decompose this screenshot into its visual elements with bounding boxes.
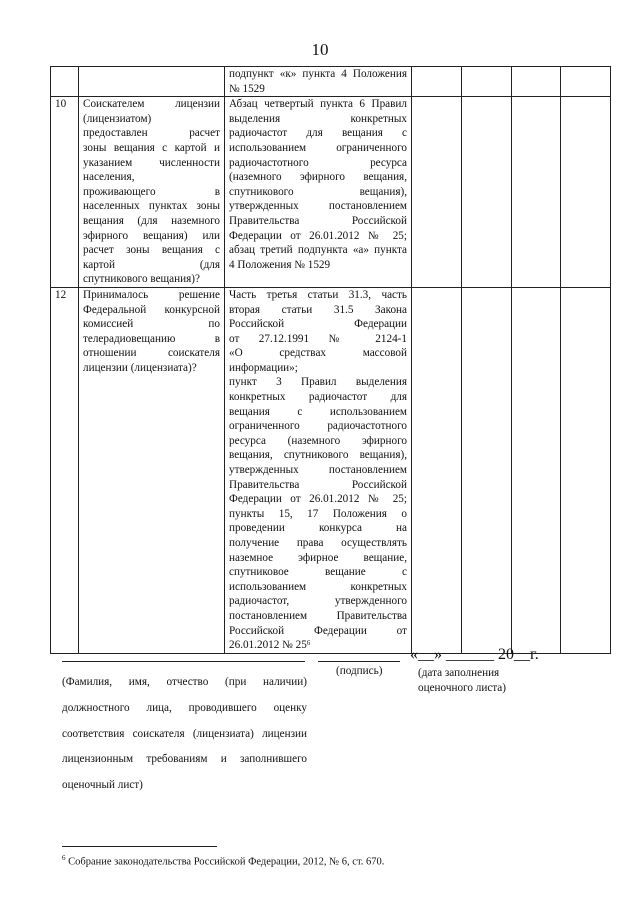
basis-line: 26.01.2012 № 25⁶ [229,639,311,652]
basis-line: № 1529 [229,82,265,95]
basis-line: вещания, спутникового вещания), [229,449,407,462]
footnote-text: Собрание законодательства Российской Федерации, 2012, № 6, ст. 670. [68,856,385,868]
basis-line: выделения конкретных [229,112,407,125]
answer-cell[interactable] [462,67,512,97]
answer-cell[interactable] [462,287,512,653]
basis-line: вещания с использованием [229,405,407,418]
question-line: указанием численности [83,156,220,169]
footnote-separator [62,846,217,847]
name-line [62,661,305,662]
page-number: 10 [311,40,329,59]
answer-cell[interactable] [561,97,611,288]
basis-line: спутникового вещания), [229,185,407,198]
answer-cell[interactable] [462,97,512,288]
basis-line: конкретных радиочастот для [229,391,407,404]
question-line: Соискателем лицензии [83,98,220,111]
date-field: «__» ______ 20__г. [410,646,539,663]
basis-line: использованием ограниченного [229,141,407,154]
signature-caption: (подпись) [336,665,383,677]
answer-cell[interactable] [561,287,611,653]
table-row [51,67,611,97]
basis-line: радиочастотного ресурса [229,156,407,169]
basis-line: информации»; [229,361,298,374]
basis-line: Абзац четвертый пункта 6 Правил [229,98,407,111]
question-line: населения, [83,171,135,184]
basis-line: постановлением Правительства [229,609,407,622]
name-caption-line: лицензионным требованиям и заполнившего [62,753,307,766]
name-caption-line: соответствия соискателя (лицензиата) лицензии [62,727,307,740]
question-line: комиссией по [83,318,220,331]
legal-basis-cell [225,287,412,653]
legal-basis-cell [225,97,412,288]
basis-line: Российской Федерации от [229,624,407,637]
row-number [51,67,79,97]
row-number: 12 [51,287,79,653]
question-line: Принималось решение [83,288,220,301]
question-line: зоны вещания с картой и [83,141,220,154]
basis-line: Правительства Российской [229,214,407,227]
question-line: картой (для [83,258,220,271]
question-line: Федеральной конкурсной [83,303,220,316]
question-line: спутникового вещания)? [83,273,200,286]
question-line: эфирного вещания) или [83,229,220,242]
basis-line: подпункт «к» пункта 4 Положения [229,68,407,80]
answer-cell[interactable] [412,287,462,653]
table-row [51,97,611,288]
basis-line: получение права осуществлять [229,537,407,549]
question-line: предоставлен расчет [83,127,220,140]
name-caption-line: оценочный лист) [62,778,143,791]
name-caption [62,664,307,804]
basis-line: от 27.12.1991 № 2124-1 [229,332,407,345]
question-line: отношении соискателя [83,347,220,360]
question-line: лицензии (лицензиата)? [83,361,197,374]
date-caption-line: (дата заполнения [418,667,500,679]
basis-line: ресурса (наземного эфирного [229,434,407,447]
question-line: населенных пунктах зоны [83,200,220,213]
answer-cell[interactable] [512,67,561,97]
basis-line: пункт 3 Правил выделения [229,376,407,389]
question-cell [79,67,225,97]
question-line: вещания (для наземного [83,214,220,227]
basis-line: Федерации от 26.01.2012 № 25; [229,493,407,506]
answer-cell[interactable] [512,287,561,653]
basis-line: Правительства Российской [229,478,407,491]
basis-line: пункты 15, 17 Положения о [229,507,407,520]
question-line: (лицензиатом) [83,112,152,125]
basis-line: Федерации от 26.01.2012 № 25; [229,229,407,242]
date-caption-line: оценочного листа) [418,681,506,694]
answer-cell[interactable] [412,97,462,288]
question-line: телерадиовещанию в [83,332,220,345]
basis-line: 4 Положения № 1529 [229,258,331,271]
table-row [51,287,611,653]
basis-line: Часть третья статьи 31.3, часть [229,288,407,301]
basis-line: утвержденных постановлением [229,200,407,213]
basis-line: абзац третий подпункта «а» пункта [229,244,407,257]
answer-cell[interactable] [561,67,611,97]
question-cell [79,287,225,653]
name-caption-line: (Фамилия, имя, отчество (при наличии) [62,676,307,689]
basis-line: проведении конкурса на [229,522,407,535]
date-caption [418,666,506,695]
question-cell [79,97,225,288]
basis-line: радиочастот, утвержденного [229,595,407,608]
basis-line: ограниченного радиочастотного [229,420,407,433]
footnote-mark: 6 [62,854,66,862]
basis-line: утвержденных постановлением [229,464,407,477]
name-caption-line: должностного лица, проводившего оценку [62,701,307,714]
footnote [62,854,384,868]
basis-line: Российской Федерации [229,318,407,331]
basis-line: (наземного эфирного вещания, [229,171,407,184]
question-line: расчет зоны вещания с [83,244,220,257]
basis-line: наземное эфирное вещание, [229,551,407,564]
question-line: проживающего в [83,185,220,198]
answer-cell[interactable] [412,67,462,97]
answer-cell[interactable] [512,97,561,288]
basis-line: вторая статьи 31.5 Закона [229,303,407,316]
row-number: 10 [51,97,79,288]
evaluation-table [50,66,611,654]
basis-line: «О средствах массовой [229,347,407,360]
signature-line [318,661,400,662]
basis-line: спутниковое вещание с [229,566,407,579]
legal-basis-cell [225,67,412,97]
basis-line: использованием конкретных [229,580,407,593]
basis-line: радиочастот для вещания с [229,127,407,140]
